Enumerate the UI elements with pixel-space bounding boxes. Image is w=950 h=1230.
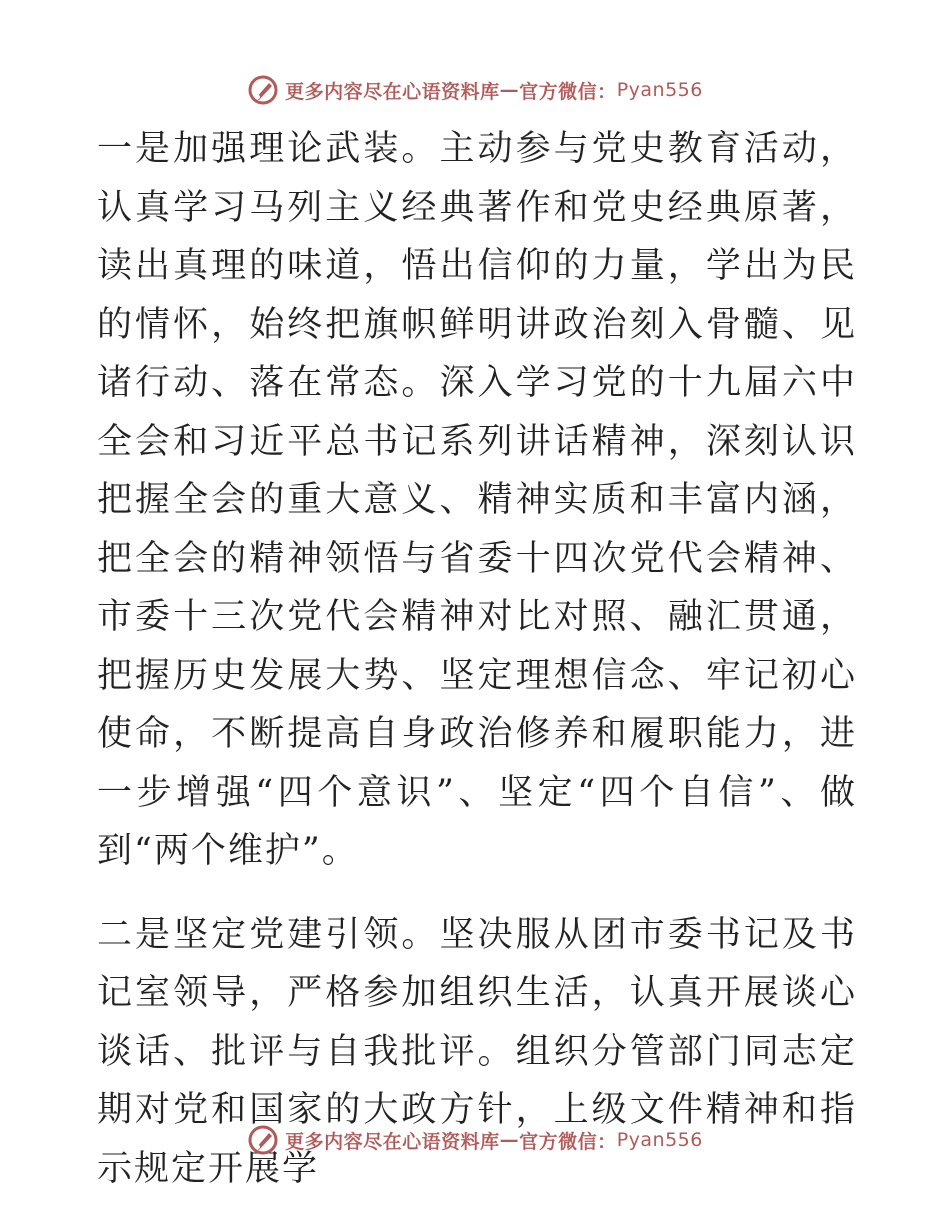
quill-logo-icon: [247, 1124, 279, 1156]
footer-watermark: [0, 1120, 950, 1160]
paragraph-2: 二是坚定党建引领。坚决服从团市委书记及书记室领导，严格参加组织生活，认真开展谈心谈话、批评与自我批评。组织分管部门同志定期对党和国家的大政方针，上级文件精神和指示规定开展学: [97, 914, 857, 1189]
watermark-separator: —: [499, 1129, 520, 1151]
watermark-label: 官方微信：: [519, 80, 617, 103]
watermark-text: 更多内容尽在心语资料库: [285, 80, 500, 103]
paragraph-1: 一是加强理论武装。主动参与党史教育活动，认真学习马列主义经典著作和党史经典原著，读出真理的味道，悟出信仰的力量，学出为民的情怀，始终把旗帜鲜明讲政治刻入骨髓、见诸行动、落在常态。深入学习党的十九届六中全会和习近平总书记系列讲话精神，深刻认识把握全会的重大意义、精神实质和丰富内涵，把全会的精神领悟与省委十四次党代会精神、市委十三次党代会精神对比对照、融汇贯通，把握历史发展大势、坚定理想信念、牢记初心使命，不断提高自身政治修养和履职能力，进一步增强“四个意识”、坚定“四个自信”、做到“两个维护”。: [97, 129, 857, 871]
watermark-text: 更多内容尽在心语资料库: [285, 1130, 500, 1153]
watermark-id: Pyan556: [616, 1129, 703, 1151]
document-body: [97, 120, 857, 1198]
quill-logo-icon: [247, 74, 279, 106]
watermark-id: Pyan556: [616, 79, 703, 101]
header-watermark: [0, 70, 950, 110]
watermark-label: 官方微信：: [519, 1130, 617, 1153]
watermark-separator: —: [499, 79, 520, 101]
